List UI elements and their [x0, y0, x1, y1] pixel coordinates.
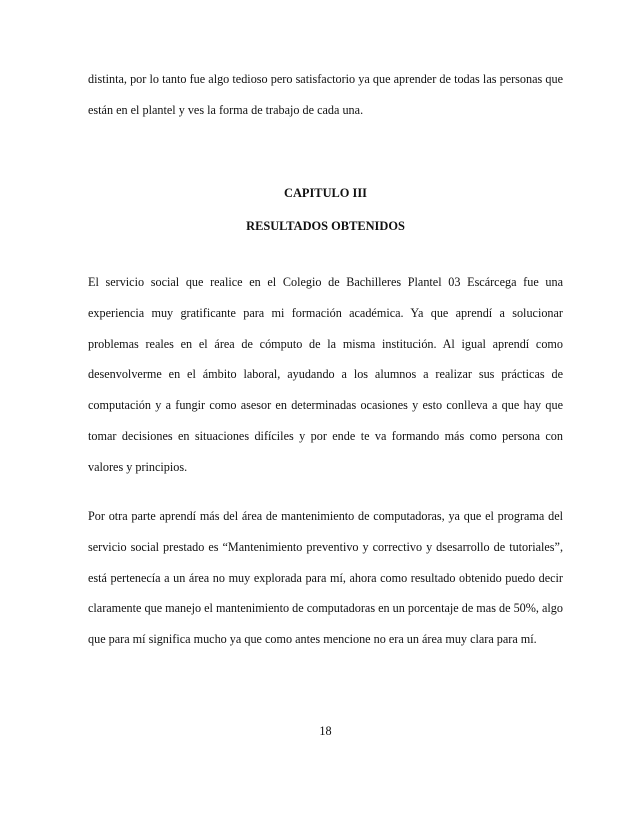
paragraph-maintenance: Por otra parte aprendí más del área de mantenimiento de computadoras, ya que el programa del servicio social prestado es “Mantenimiento preventivo y correctivo y dsesarrollo de tutoriales”, está pertenecía a un área no muy explorada para mí, ahora como resultado obtenido puedo decir claramente que manejo el mantenimiento de computadoras en un porcentaje de mas de 50%, algo que para mí significa mucho ya que como antes mencione no era un área muy clara para mí.	[88, 509, 563, 647]
paragraph-continuation: distinta, por lo tanto fue algo tedioso pero satisfactorio ya que aprender de todas las personas que están en el plantel y ves la forma de trabajo de cada una.	[88, 72, 563, 117]
chapter-label: CAPITULO III	[284, 186, 367, 200]
chapter-title: RESULTADOS OBTENIDOS	[246, 219, 405, 233]
paragraph-results-intro: El servicio social que realice en el Colegio de Bachilleres Plantel 03 Escárcega fue una experiencia muy gratificante para mi formación académica. Ya que aprendí a solucionar problemas reales en el área de cómputo de la misma institución. Al igual aprendí como desenvolverme en el ámbito laboral, ayudando a los alumnos a realizar sus prácticas de computación y a fungir como asesor en determinadas ocasiones y esto conlleva a que hay que tomar decisiones en situaciones difíciles y por ende te va formando más como persona con valores y principios.	[88, 275, 563, 474]
page-number: 18	[319, 724, 332, 738]
